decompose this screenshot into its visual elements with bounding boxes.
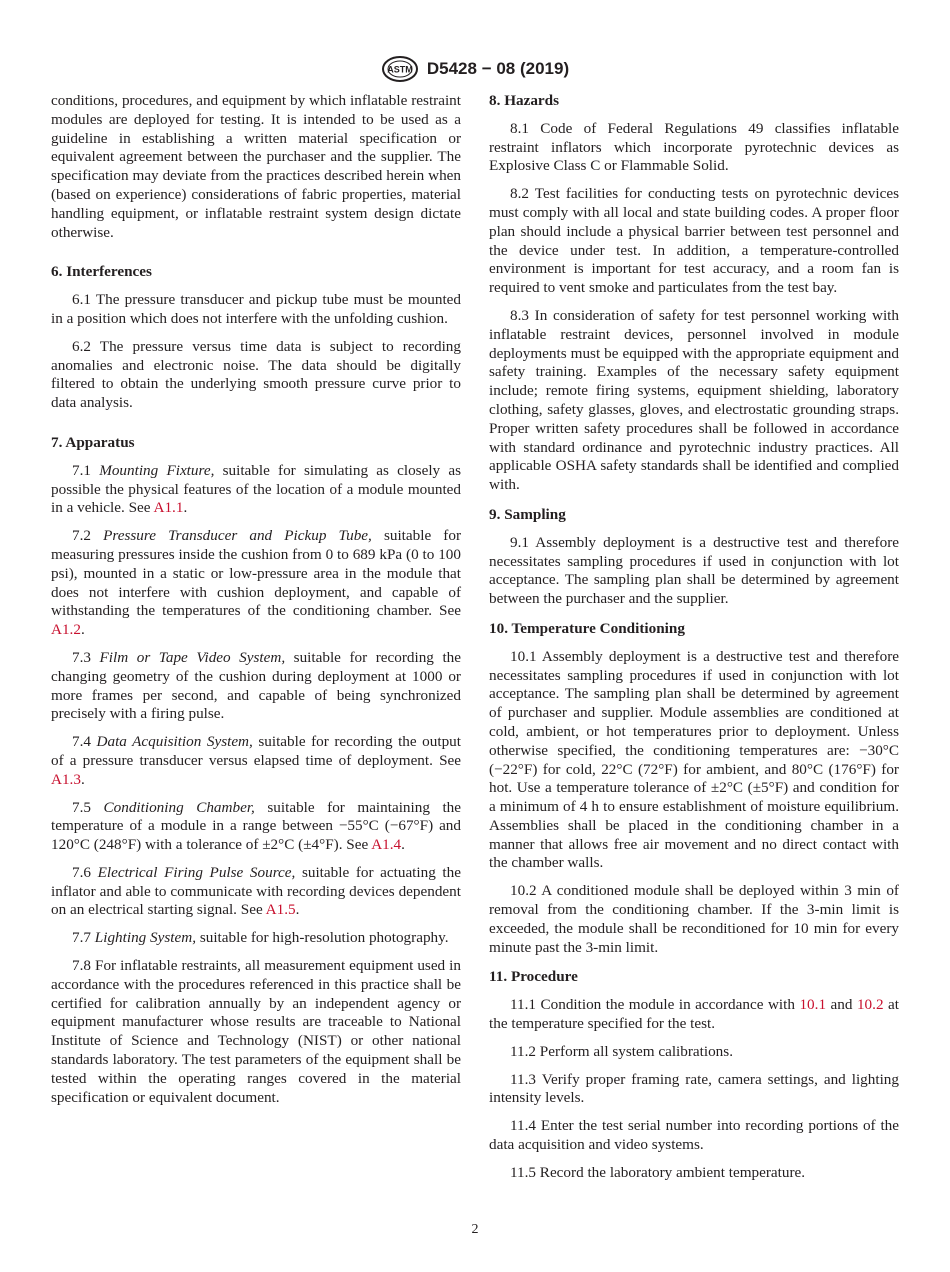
section-11-heading: 11. Procedure	[489, 968, 578, 986]
astm-logo-icon	[381, 55, 419, 83]
ref-a1-5-link[interactable]: A1.5	[265, 901, 296, 919]
section-10-heading: 10. Temperature Conditioning	[489, 619, 685, 637]
paragraph-7-3: 7.3 Film or Tape Video System, suitable for recording the changing geometry of the cushion during deployment at 1000 or more frames per second, and capable of being synchronized precisely with a firing pulse.	[51, 648, 462, 723]
paragraph-7-8: 7.8 For inflatable restraints, all measurement equipment used in accordance with the procedures referenced in this practice shall be certified for calibration annually by an independent agency or equipment manufacturer whose results are traceable to National Institute of Science and Technology (NIST) or other national standards laboratory. The test parameters of the equipment shall be tested within the operating ranges covered in the material specification or equivalent document.	[51, 957, 461, 1106]
paragraph-9-1: 9.1 Assembly deployment is a destructive test and therefore necessitates sampling procedures if used in conjunction with lot acceptance. The sampling plan shall be determined by agreement between the purchaser and the supplier.	[489, 533, 899, 608]
paragraph-8-1: 8.1 Code of Federal Regulations 49 classifies inflatable restraint inflators which incorporate pyrotechnic devices as Explosive Class C or Flammable Solid.	[489, 119, 899, 175]
ref-a1-2-link[interactable]: A1.2	[51, 621, 81, 639]
section-7-heading: 7. Apparatus	[51, 433, 135, 451]
paragraph-7-4: 7.4 Data Acquisition System, suitable for recording the output of a pressure transducer versus elapsed time of deployment. See A1.3.	[51, 733, 461, 788]
paragraph-6-2: 6.2 The pressure versus time data is subject to recording anomalies and electronic noise. The data should be digitally filtered to obtain the underlying smooth pressure curve prior to data analysis.	[51, 337, 461, 412]
page-number: 2	[471, 1222, 479, 1237]
left-column	[51, 92, 461, 1116]
ref-10-1-link[interactable]: 10.1	[799, 996, 827, 1014]
paragraph-7-2: 7.2 Pressure Transducer and Pickup Tube, suitable for measuring pressures inside the cushion from 0 to 689 kPa (0 to 100 psi), mounted in a static or low-pressure area in the module that does not interfere with cushion deployment, and capable of withstanding the temperatures of the conditioning chamber. See A1.2.	[51, 527, 462, 639]
section-6-heading: 6. Interferences	[51, 263, 152, 281]
paragraph-11-5: 11.5 Record the laboratory ambient temperature.	[510, 1163, 806, 1181]
paragraph-6-1: 6.1 The pressure transducer and pickup tube must be mounted in a position which does not interfere with the unfolding cushion.	[51, 291, 461, 327]
designation: D5428 − 08 (2019)	[426, 59, 570, 78]
ref-a1-4-link[interactable]: A1.4	[371, 836, 402, 854]
paragraph-10-1: 10.1 Assembly deployment is a destructive test and therefore necessitates sampling procedures if used in conjunction with lot acceptance. The sampling plan shall be determined by agreement of purchaser and supplier. Module assemblies are conditioned at cold, ambient, or hot temperatures prior to deployment. Unless otherwise specified, the conditioning temperatures are: −30°C (−22°F) for cold, 22°C (72°F) for ambient, and 80°C (176°F) for hot. Use a temperature tolerance of ±2°C (±5°F) and condition for a minimum of 4 h to ensure establishment of moisture equilibrium. Assemblies shall be placed in the conditioning chamber in a manner that allows free air movement and no direct contact with the chamber walls.	[489, 647, 899, 872]
ref-a1-3-link[interactable]: A1.3	[51, 770, 81, 788]
paragraph-8-3: 8.3 In consideration of safety for test personnel working with inflatable restraint devices, personnel involved in module deployments must be equipped with the appropriate equipment and safety training. Examples of the necessary safety equipment include; remote firing systems, equipment shielding, laboratory clothing, safety glasses, gloves, and electrostatic grounding straps. Proper written safety procedures shall be followed in accordance with standard ordinance and pyrotechnic industry practices. All applicable OSHA safety standards shall be identified and complied with.	[489, 306, 899, 494]
section-9-heading: 9. Sampling	[489, 505, 566, 523]
paragraph-11-1: 11.1 Condition the module in accordance with 10.1 and 10.2 at the temperature specified for the test.	[489, 996, 899, 1033]
paragraph-7-1: 7.1 Mounting Fixture, suitable for simulating as closely as possible the physical features of the location of a module mounted in a vehicle. See A1.1.	[51, 461, 461, 517]
svg-text:ASTM: ASTM	[387, 64, 413, 75]
ref-a1-1-link[interactable]: A1.1	[153, 499, 184, 517]
section-8-heading: 8. Hazards	[489, 92, 560, 109]
paragraph-11-3: 11.3 Verify proper framing rate, camera settings, and lighting intensity levels.	[489, 1070, 899, 1107]
paragraph-7-7: 7.7 Lighting System, suitable for high-resolution photography.	[72, 929, 449, 947]
paragraph-8-2: 8.2 Test facilities for conducting tests on pyrotechnic devices must comply with all local and state building codes. A proper floor plan should include a physical barrier between test personnel and the device under test. In addition, a temperature-controlled environment is important for test accuracy, and a room fan is required to vent smoke and particulates from the test bay.	[489, 185, 899, 297]
paragraph-11-2: 11.2 Perform all system calibrations.	[510, 1042, 733, 1060]
paragraph-11-4: 11.4 Enter the test serial number into recording portions of the data acquisition and video systems.	[489, 1117, 899, 1154]
paragraph-7-5: 7.5 Conditioning Chamber, suitable for maintaining the temperature of a module in a range between −55°C (−67°F) and 120°C (248°F) with a tolerance of ±2°C (±4°F). See A1.4.	[51, 798, 462, 854]
intro-paragraph: conditions, procedures, and equipment by which inflatable restraint modules are deployed for testing. It is intended to be used as a guideline in establishing a written material specification or equivalent agreement between the purchaser and the supplier. The specification may deviate from the practices described herein when (based on experience) considerations of fabric properties, material handling equipment, or inflatable restraint system design dictate otherwise.	[51, 92, 461, 241]
ref-10-2-link[interactable]: 10.2	[856, 996, 884, 1014]
right-column	[489, 92, 899, 1192]
paragraph-7-6: 7.6 Electrical Firing Pulse Source, suitable for actuating the inflator and able to communicate with recording devices dependent on an electrical starting signal. See A1.5.	[51, 863, 461, 919]
paragraph-10-2: 10.2 A conditioned module shall be deployed within 3 min of removal from the conditioning chamber. If the 3-min limit is exceeded, the module shall be reconditioned for 10 min for every minute past the 3-min limit.	[489, 882, 899, 956]
page-header	[0, 54, 950, 84]
